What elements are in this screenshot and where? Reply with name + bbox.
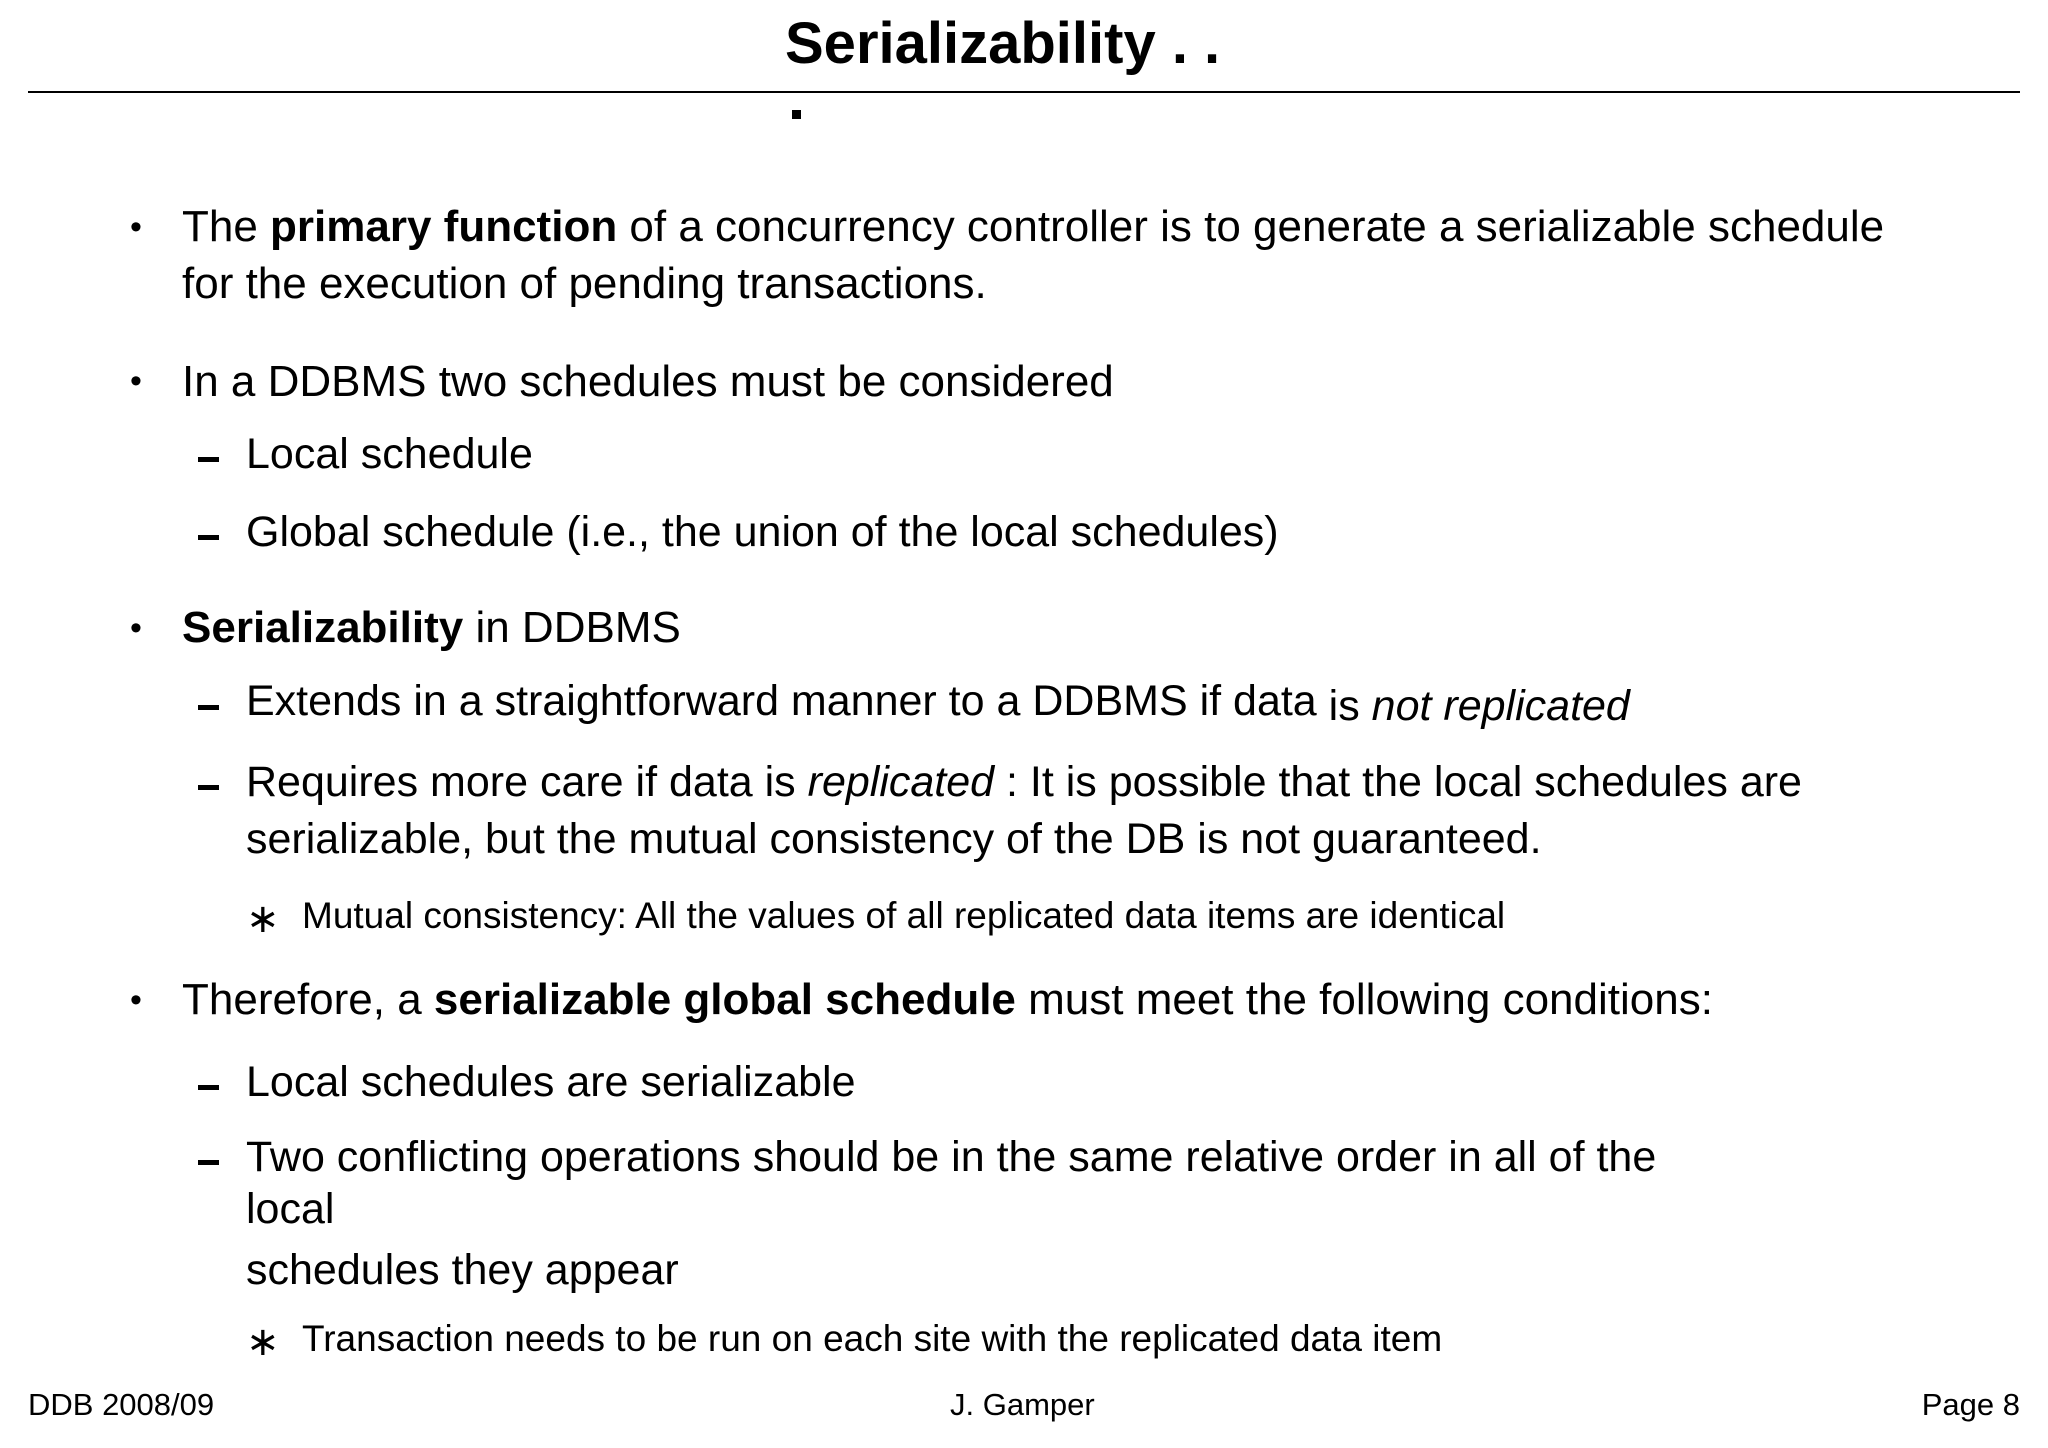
bullet-3-note: Mutual consistency: All the values of all replicated data items are identical bbox=[302, 895, 1506, 936]
bullet-4-sub-2-line-1: Two conflicting operations should be in the same relative order in all of the bbox=[246, 1133, 1657, 1181]
dash-bullet bbox=[198, 1085, 219, 1090]
bullet-2-text: In a DDBMS two schedules must be considered bbox=[182, 357, 1114, 406]
bullet-3-sub-1: Extends in a straightforward manner to a DDBMS if data is not replicated bbox=[246, 677, 1630, 730]
bullet-1-line-2: for the execution of pending transactions. bbox=[182, 259, 987, 308]
bullet-dot: • bbox=[130, 609, 142, 647]
bullet-dot: • bbox=[130, 208, 142, 246]
title-continuation-dot bbox=[792, 110, 801, 119]
bullet-4-sub-2-line-3: schedules they appear bbox=[246, 1246, 679, 1294]
bullet-2-sub-2: Global schedule (i.e., the union of the local schedules) bbox=[246, 508, 1279, 556]
asterisk-bullet: ∗ bbox=[246, 896, 280, 942]
bullet-1-line-1: The primary function of a concurrency controller is to generate a serializable schedule bbox=[182, 202, 1885, 251]
dash-bullet bbox=[198, 457, 219, 462]
title-divider bbox=[28, 91, 2020, 93]
slide-title: Serializability . . bbox=[785, 11, 1221, 76]
footer-author: J. Gamper bbox=[950, 1387, 1095, 1422]
dash-bullet bbox=[198, 1160, 219, 1165]
footer-course: DDB 2008/09 bbox=[28, 1387, 215, 1422]
bullet-4-note: Transaction needs to be run on each site with the replicated data item bbox=[302, 1318, 1443, 1359]
bullet-3-sub-2-line-1: Requires more care if data is replicated : It is possible that the local schedules are bbox=[246, 758, 1802, 806]
dash-bullet bbox=[198, 785, 219, 790]
footer-page-number: Page 8 bbox=[1921, 1387, 2020, 1422]
bullet-dot: • bbox=[130, 981, 142, 1019]
asterisk-bullet: ∗ bbox=[246, 1319, 280, 1365]
bullet-3-sub-2-line-2: serializable, but the mutual consistency of the DB is not guaranteed. bbox=[246, 815, 1542, 863]
dash-bullet bbox=[198, 705, 219, 710]
bullet-4-text: Therefore, a serializable global schedule must meet the following conditions: bbox=[182, 975, 1713, 1024]
bullet-4-sub-2-line-2: local bbox=[246, 1185, 335, 1233]
bullet-dot: • bbox=[130, 362, 142, 400]
bullet-4-sub-1: Local schedules are serializable bbox=[246, 1058, 856, 1106]
bullet-2-sub-1: Local schedule bbox=[246, 430, 533, 478]
bullet-3-text: Serializability in DDBMS bbox=[182, 603, 681, 652]
dash-bullet bbox=[198, 535, 219, 540]
